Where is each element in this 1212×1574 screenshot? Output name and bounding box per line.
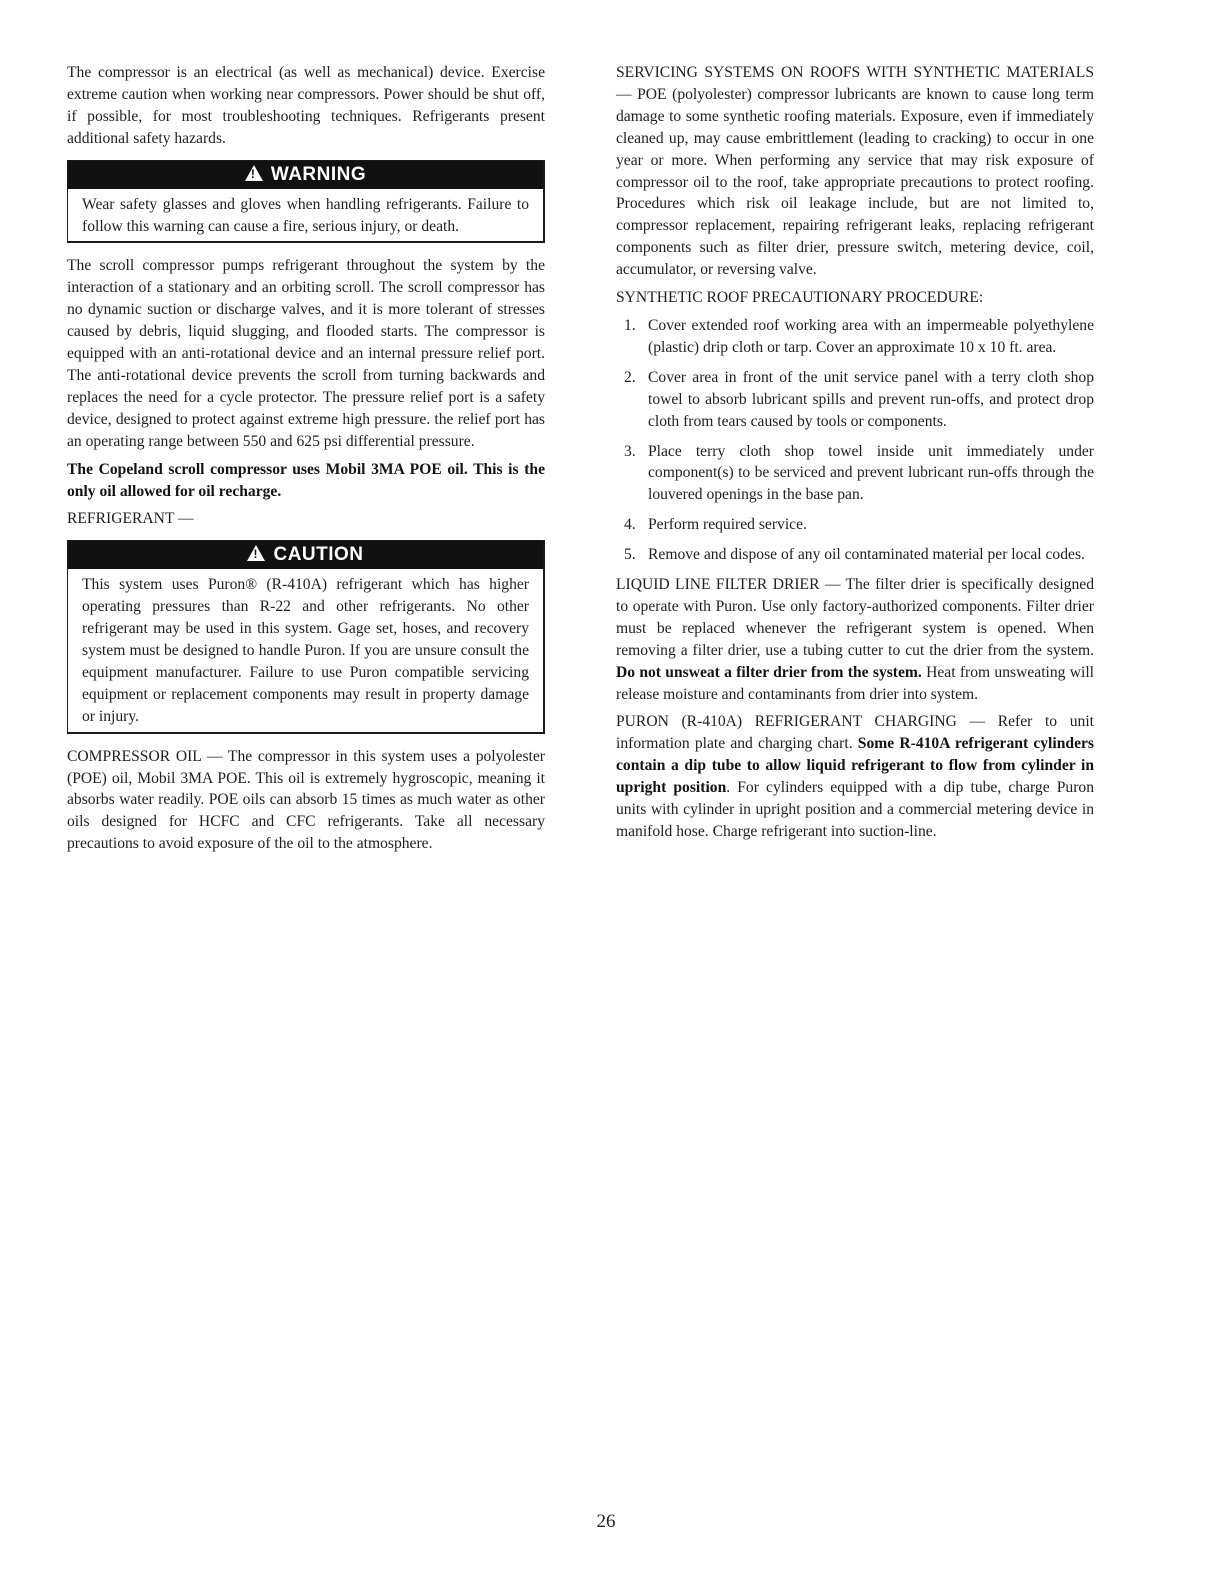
- refrigerant-charging-paragraph: PURON (R-410A) REFRIGERANT CHARGING — Refer to unit information plate and charging chart. Some R-410A refrigerant cylinders contain a dip tube to allow liquid refrigerant to flow from cylinder in upright position. For cylinders equipped with a dip tube, charge Puron units with cylinder in upright position and a commercial metering device in manifold hose. Charge refrigerant into suction-line.: [616, 713, 1094, 840]
- warning-header: [68, 161, 543, 189]
- list-item: 5. Remove and dispose of any oil contaminated material per local codes.: [624, 546, 1085, 564]
- caution-header: [68, 541, 543, 569]
- list-item: 1. Cover extended roof working area with an impermeable polyethylene (plastic) drip cloth or tarp. Cover an approximate 10 x 10 ft. area.: [624, 316, 1094, 356]
- intro-paragraph: The compressor is an electrical (as well as mechanical) device. Exercise extreme caution when working near compressors. Power should be shut off, if possible, for most troubleshooting techniques. Refrigerants present additional safety hazards.: [67, 64, 545, 147]
- caution-triangle-icon: [247, 545, 265, 561]
- procedure-list: [616, 315, 1094, 566]
- page-number: 26: [596, 1511, 616, 1532]
- right-column: [616, 62, 1094, 849]
- synthetic-roofs-paragraph: SERVICING SYSTEMS ON ROOFS WITH SYNTHETIC MATERIALS — POE (polyolester) compressor lubricants are known to cause long term damage to some synthetic roofing materials. Exposure, even if immediately cleaned up, may cause embrittlement (leading to cracking) to occur in one year or more. When performing any service that may risk exposure of compressor oil to the roof, take appropriate precautions to protect roofing. Procedures which risk oil leakage include, but are not limited to, compressor replacement, repairing refrigerant leaks, replacing refrigerant components such as filter drier, pressure switch, metering device, coil, accumulator, or reversing valve.: [616, 64, 1094, 279]
- caution-text: This system uses Puron® (R-410A) refrigerant which has higher operating pressures than R-22 and other refrigerants. No other refrigerant may be used in this system. Gage set, hoses, and recovery system must be designed to handle Puron. If you are unsure consult the equipment manufacturer. Failure to use Puron compatible servicing equipment or replacement components may result in property damage or injury.: [82, 576, 529, 725]
- scroll-compressor-paragraph: The scroll compressor pumps refrigerant throughout the system by the interaction of a stationary and an orbiting scroll. The scroll compressor has no dynamic suction or discharge valves, and it is more tolerant of stresses caused by debris, liquid slugging, and flooded starts. The compressor is equipped with an anti-rotational device and an internal pressure relief port. The anti-rotational device prevents the scroll from turning backwards and replaces the need for a cycle protector. The pressure relief port is a safety device, designed to protect against extreme high pressure. the relief port has an operating range between 550 and 625 psi differential pressure.: [67, 257, 545, 450]
- procedure-heading: SYNTHETIC ROOF PRECAUTIONARY PROCEDURE:: [616, 289, 984, 307]
- list-item: 2. Cover area in front of the unit service panel with a terry cloth shop towel to absorb lubricant spills and prevent run-offs, and protect drop cloth from tears caused by tools or components.: [624, 368, 1094, 430]
- list-item: 3. Place terry cloth shop towel inside unit immediately under component(s) to be serviced and prevent lubricant run-offs through the louvered openings in the base pan.: [624, 442, 1094, 504]
- caution-box: [67, 540, 545, 733]
- warning-triangle-icon: [245, 165, 263, 181]
- left-column: [67, 62, 545, 861]
- caution-title: CAUTION: [273, 544, 364, 566]
- compressor-oil-paragraph: COMPRESSOR OIL — The compressor in this system uses a polyolester (POE) oil, Mobil 3MA POE. This oil is extremely hygroscopic, meaning it absorbs water readily. POE oils can absorb 15 times as much water as other oils designed for HCFC and CFC refrigerants. Take all necessary precautions to avoid exposure of the oil to the atmosphere.: [67, 747, 545, 853]
- refrigerant-heading: REFRIGERANT —: [67, 510, 194, 528]
- list-item: 4. Perform required service.: [624, 516, 807, 534]
- warning-box: [67, 160, 545, 244]
- copeland-oil-note: The Copeland scroll compressor uses Mobil 3MA POE oil. This is the only oil allowed for oil recharge.: [67, 460, 545, 500]
- warning-text: Wear safety glasses and gloves when handling refrigerants. Failure to follow this warning can cause a fire, serious injury, or death.: [82, 195, 529, 235]
- warning-title: WARNING: [270, 163, 367, 185]
- filter-drier-paragraph: LIQUID LINE FILTER DRIER — The filter drier is specifically designed to operate with Puron. Use only factory-authorized components. Filter drier must be replaced whenever the refrigerant system is opened. When removing a filter drier, use a tubing cutter to cut the drier from the system. Do not unsweat a filter drier from the system. Heat from unsweating will release moisture and contaminants from drier into system.: [616, 576, 1094, 703]
